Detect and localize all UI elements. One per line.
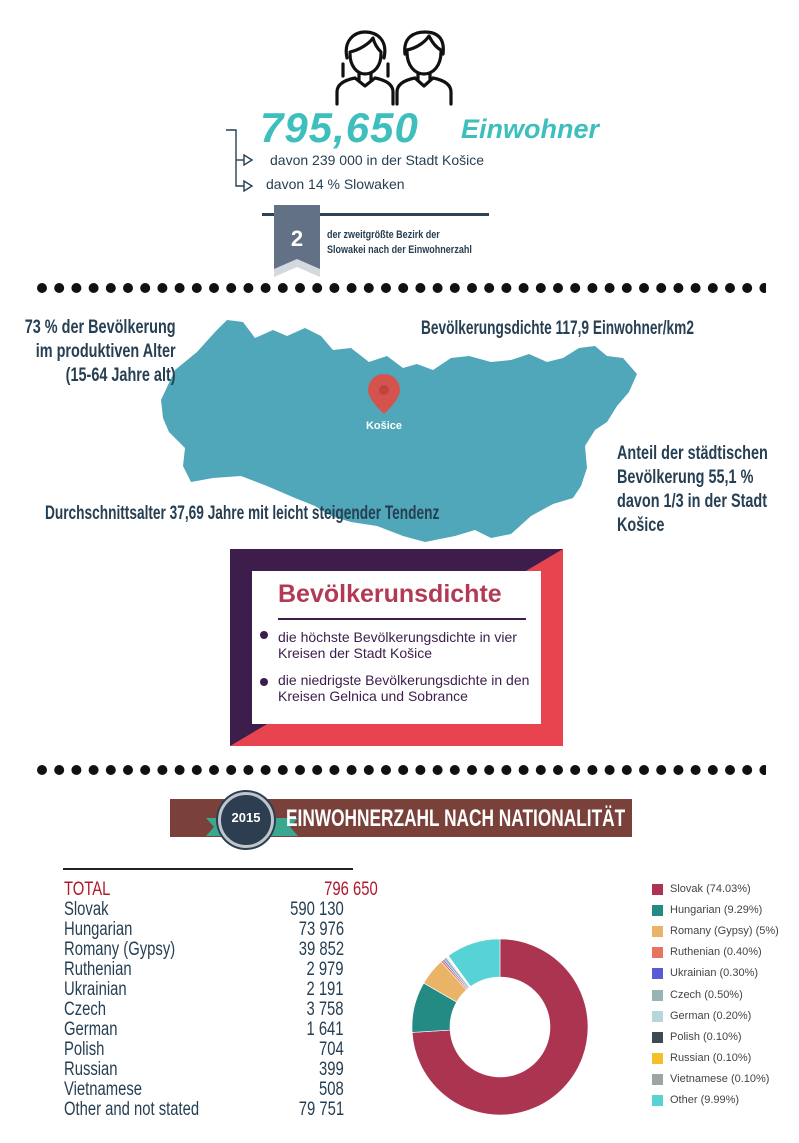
table-cell-name: Romany (Gypsy)	[64, 939, 176, 960]
divider-dot	[312, 283, 322, 293]
divider-dot	[639, 765, 649, 775]
legend-swatch	[652, 1053, 663, 1064]
legend-swatch	[652, 1011, 663, 1022]
legend-label: Other (9.99%)	[670, 1094, 740, 1106]
table-cell-name: German	[64, 1019, 118, 1040]
table-row	[64, 960, 384, 980]
table-cell-name: Czech	[64, 999, 107, 1020]
table-cell-value: 704	[319, 1039, 344, 1060]
divider-dot	[605, 765, 615, 775]
nationality-donut-chart	[405, 932, 595, 1122]
caption-average-age: Durchschnittsalter 37,69 Jahre mit leicht steigender Tendenz	[45, 503, 440, 524]
table-row	[64, 940, 384, 960]
bullet-dot	[260, 678, 268, 686]
divider-dot	[415, 283, 425, 293]
divider-dot	[708, 283, 718, 293]
table-cell-value: 590 130	[290, 899, 344, 920]
legend-swatch	[652, 990, 663, 1001]
table-row	[64, 1000, 384, 1020]
divider-dot	[192, 765, 202, 775]
table-row	[64, 1100, 384, 1120]
table-total-row	[64, 880, 384, 900]
divider-dot	[54, 765, 64, 775]
table-row	[64, 1020, 384, 1040]
divider-dot	[37, 765, 47, 775]
table-cell-value: 399	[319, 1059, 344, 1080]
divider-dot	[691, 765, 701, 775]
map-marker-label: Košice	[365, 420, 403, 432]
bullet-dot	[260, 631, 268, 639]
density-bullet-lowest: die niedrigste Bevölkerungsdichte in den Kreisen Gelnica und Sobrance	[278, 672, 530, 704]
caption-urban	[617, 442, 769, 538]
caption-productive-text: 73 % der Bevölkerung im produktiven Alter (15-64 Jahre alt)	[24, 317, 176, 386]
divider-dot	[742, 765, 752, 775]
divider-dot	[656, 765, 666, 775]
divider-dot	[484, 283, 494, 293]
rank-text-line2: Slowakei nach der Einwohnerzahl	[327, 244, 472, 256]
divider-dot	[759, 765, 766, 775]
divider-dot	[106, 283, 116, 293]
year-label: 2015	[231, 810, 261, 825]
divider-dot	[656, 283, 666, 293]
divider-dot	[364, 283, 374, 293]
divider-dot	[226, 283, 236, 293]
table-cell-value: 79 751	[298, 1099, 344, 1120]
divider-dot	[71, 765, 81, 775]
divider-dot	[381, 283, 391, 293]
divider-dot	[329, 283, 339, 293]
table-cell-name: Polish	[64, 1039, 105, 1060]
divider-dot	[175, 765, 185, 775]
table-cell-value: 796 650	[324, 879, 378, 900]
divider-dot	[209, 283, 219, 293]
density-title: Bevölkerunsdichte	[278, 580, 502, 608]
divider-dot	[450, 765, 460, 775]
legend-label: German (0.20%)	[670, 1009, 752, 1022]
divider-dot	[415, 765, 425, 775]
legend-label: Russian (0.10%)	[670, 1051, 752, 1064]
legend-label: Ruthenian (0.40%)	[670, 946, 762, 959]
divider-dot	[364, 765, 374, 775]
bracket-arrows-icon	[226, 128, 256, 192]
divider-dot	[347, 765, 357, 775]
table-cell-value: 2 191	[306, 979, 344, 1000]
legend-label: Polish (0.10%)	[670, 1030, 742, 1043]
divider-dot	[553, 283, 563, 293]
divider-dot	[209, 765, 219, 775]
table-row	[64, 1040, 384, 1060]
divider-dot	[261, 283, 271, 293]
table-cell-value: 3 758	[306, 999, 344, 1020]
table-cell-name: TOTAL	[64, 879, 111, 900]
legend-swatch	[652, 968, 663, 979]
divider-dot	[278, 283, 288, 293]
divider-dot	[157, 283, 167, 293]
divider-dot	[381, 765, 391, 775]
divider-dot	[192, 283, 202, 293]
legend-swatch	[652, 926, 663, 937]
legend-label: Ukrainian (0.30%)	[670, 967, 759, 980]
legend-label: Czech (0.50%)	[670, 988, 743, 1001]
divider-dot	[725, 283, 735, 293]
sub-slovak-text: davon 14 % Slowaken	[266, 176, 405, 192]
divider-dot	[587, 283, 597, 293]
divider-dot	[570, 283, 580, 293]
divider-dot	[501, 283, 511, 293]
divider-dot	[71, 283, 81, 293]
divider-dot	[347, 283, 357, 293]
divider-dot	[37, 283, 47, 293]
divider-dot	[295, 283, 305, 293]
dotted-divider	[36, 282, 766, 294]
divider-dot	[243, 283, 253, 293]
divider-dot	[708, 765, 718, 775]
divider-dot	[398, 283, 408, 293]
divider-dot	[570, 765, 580, 775]
table-row	[64, 1080, 384, 1100]
rank-number: 2	[290, 226, 304, 251]
divider-dot	[587, 765, 597, 775]
table-cell-name: Ukrainian	[64, 979, 127, 1000]
divider-dot	[54, 283, 64, 293]
table-cell-value: 1 641	[306, 1019, 344, 1040]
table-top-rule	[63, 868, 353, 870]
legend-label: Hungarian (9.29%)	[670, 904, 763, 917]
divider-dot	[106, 765, 116, 775]
divider-dot	[175, 283, 185, 293]
caption-productive-age	[16, 316, 176, 388]
divider-dot	[467, 765, 477, 775]
divider-dot	[261, 765, 271, 775]
divider-dot	[536, 765, 546, 775]
divider-dot	[278, 765, 288, 775]
population-unit: Einwohner	[461, 114, 600, 144]
divider-dot	[673, 765, 683, 775]
table-cell-name: Slovak	[64, 899, 109, 920]
divider-dot	[89, 283, 99, 293]
divider-dot	[450, 283, 460, 293]
divider-dot	[605, 283, 615, 293]
divider-dot	[622, 283, 632, 293]
legend-label: Vietnamese (0.10%)	[670, 1072, 770, 1085]
divider-dot	[673, 283, 683, 293]
people-icon	[333, 28, 455, 106]
divider-dot	[226, 765, 236, 775]
table-cell-value: 508	[319, 1079, 344, 1100]
legend-label: Romany (Gypsy) (5%)	[670, 925, 779, 938]
divider-dot	[123, 765, 133, 775]
divider-dot	[639, 283, 649, 293]
legend-swatch	[652, 947, 663, 958]
caption-density: Bevölkerungsdichte 117,9 Einwohner/km2	[421, 318, 694, 339]
legend-swatch	[652, 884, 663, 895]
legend-swatch	[652, 1074, 663, 1085]
divider-dot	[467, 283, 477, 293]
divider-dot	[123, 283, 133, 293]
divider-dot	[519, 283, 529, 293]
population-number: 795,650	[260, 104, 419, 151]
divider-dot	[622, 765, 632, 775]
table-row	[64, 1060, 384, 1080]
divider-dot	[553, 765, 563, 775]
table-row	[64, 920, 384, 940]
divider-dot	[433, 765, 443, 775]
legend-swatch	[652, 905, 663, 916]
divider-dot	[140, 283, 150, 293]
divider-dot	[157, 765, 167, 775]
divider-dot	[759, 283, 766, 293]
caption-urban-text: Anteil der städtischen Bevölkerung 55,1 % davon 1/3 in der Stadt Košice	[617, 443, 768, 536]
table-cell-name: Vietnamese	[64, 1079, 142, 1100]
rank-description	[327, 228, 472, 258]
table-cell-name: Other and not stated	[64, 1099, 200, 1120]
table-row	[64, 900, 384, 920]
divider-dot	[484, 765, 494, 775]
divider-dot	[140, 765, 150, 775]
divider-dot	[312, 765, 322, 775]
divider-dot	[295, 765, 305, 775]
legend-swatch	[652, 1032, 663, 1043]
divider-dot	[433, 283, 443, 293]
rank-text-line1: der zweitgrößte Bezirk der	[327, 229, 440, 241]
divider-dot	[329, 765, 339, 775]
table-cell-value: 73 976	[298, 919, 344, 940]
divider-dot	[691, 283, 701, 293]
table-cell-name: Ruthenian	[64, 959, 132, 980]
divider-dot	[536, 283, 546, 293]
table-cell-value: 39 852	[298, 939, 344, 960]
table-cell-value: 2 979	[306, 959, 344, 980]
legend-label: Slovak (74.03%)	[670, 883, 751, 895]
table-row	[64, 980, 384, 1000]
dotted-divider	[36, 764, 766, 776]
legend-swatch	[652, 1095, 663, 1106]
table-cell-name: Russian	[64, 1059, 118, 1080]
density-title-rule	[278, 618, 526, 620]
divider-dot	[501, 765, 511, 775]
divider-dot	[398, 765, 408, 775]
divider-dot	[742, 283, 752, 293]
nationality-title: EINWOHNERZAHL NACH NATIONALITÄT	[286, 805, 626, 832]
divider-dot	[89, 765, 99, 775]
density-bullet-highest: die höchste Bevölkerungsdichte in vier Kreisen der Stadt Košice	[278, 629, 517, 661]
divider-dot	[519, 765, 529, 775]
sub-city-text: davon 239 000 in der Stadt Košice	[270, 152, 485, 168]
table-cell-name: Hungarian	[64, 919, 133, 940]
divider-dot	[243, 765, 253, 775]
divider-dot	[725, 765, 735, 775]
